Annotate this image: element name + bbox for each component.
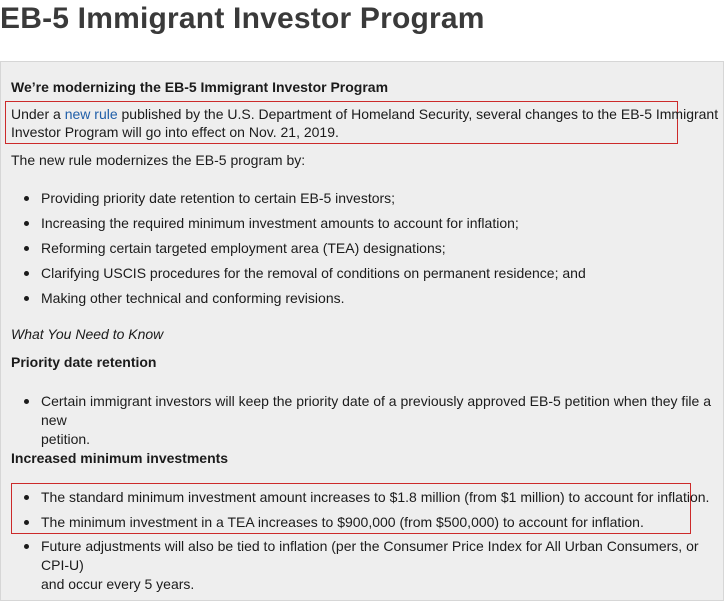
- list-item: Future adjustments will also be tied to inflation (per the Consumer Price Index for All Urban Consumers, or CPI-U) and occur every 5 years.: [23, 537, 723, 594]
- list-item: Providing priority date retention to certain EB-5 investors;: [23, 189, 586, 208]
- rule-notice-line-1: Under a new rule published by the U.S. Department of Homeland Security, several changes to the EB-5 Immigrant: [11, 106, 719, 122]
- priority-date-heading: Priority date retention: [11, 354, 157, 370]
- new-rule-link[interactable]: new rule: [64, 106, 118, 122]
- bullet-icon: [24, 271, 29, 276]
- need-to-know-label: What You Need to Know: [11, 326, 164, 342]
- list-item: Making other technical and conforming revisions.: [23, 289, 586, 308]
- bullet-icon: [24, 399, 29, 404]
- bullet-icon: [24, 221, 29, 226]
- list-item: Reforming certain targeted employment area (TEA) designations;: [23, 239, 586, 258]
- list-item: The standard minimum investment amount increases to $1.8 million (from $1 million) to account for inflation.: [23, 488, 709, 507]
- bullet-icon: [24, 544, 29, 549]
- priority-date-list: [23, 392, 723, 449]
- future-adjustments-list: [23, 537, 723, 594]
- list-item: Increasing the required minimum investment amounts to account for inflation;: [23, 214, 586, 233]
- intro-lead: The new rule modernizes the EB-5 program by:: [11, 152, 306, 168]
- bullet-icon: [24, 196, 29, 201]
- intro-heading: We’re modernizing the EB-5 Immigrant Investor Program: [11, 79, 389, 95]
- min-investments-heading: Increased minimum investments: [11, 450, 229, 466]
- bullet-icon: [24, 520, 29, 525]
- content-panel: [0, 61, 724, 601]
- rule-notice-line-2: Investor Program will go into effect on Nov. 21, 2019.: [11, 124, 339, 140]
- bullet-icon: [24, 296, 29, 301]
- list-item: Clarifying USCIS procedures for the removal of conditions on permanent residence; and: [23, 264, 586, 283]
- list-item: Certain immigrant investors will keep the priority date of a previously approved EB-5 petition when they file a new petition.: [23, 392, 723, 449]
- list-item: The minimum investment in a TEA increases to $900,000 (from $500,000) to account for inflation.: [23, 513, 709, 532]
- bullet-icon: [24, 246, 29, 251]
- page-title: EB-5 Immigrant Investor Program: [0, 2, 485, 35]
- bullet-icon: [24, 495, 29, 500]
- changes-list: [23, 189, 586, 308]
- investment-amounts-list: [23, 488, 709, 532]
